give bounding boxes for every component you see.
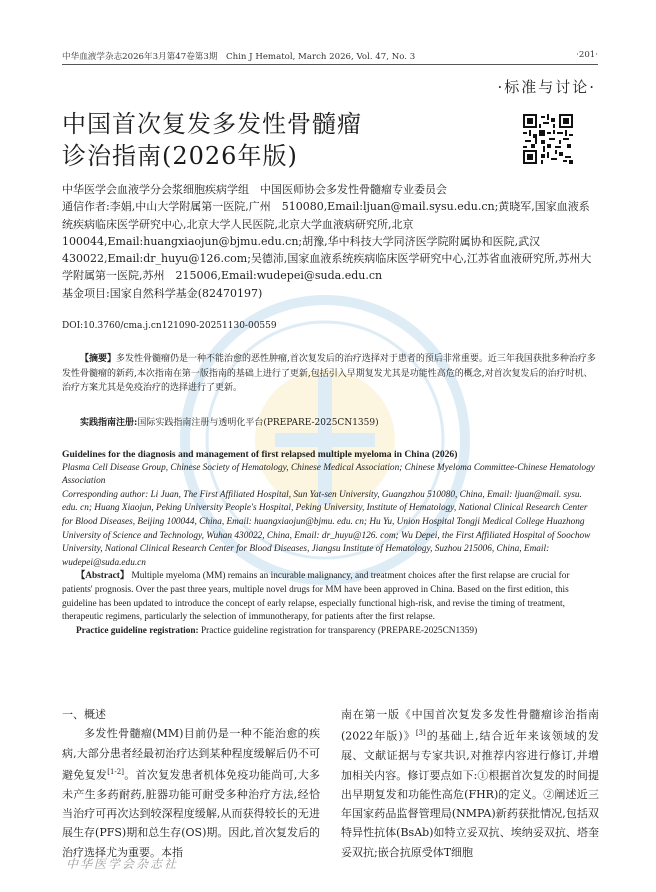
- english-registration-label: Practice guideline registration:: [75, 625, 199, 636]
- abstract-cn: [62, 352, 598, 396]
- english-registration-text: Practice guideline registration for transparency (PREPARE-2025CN1359): [201, 625, 478, 636]
- english-abstract-para: [62, 570, 598, 624]
- body-column-left: [62, 705, 320, 862]
- body-paragraph-left: [62, 724, 320, 862]
- english-groups: Plasma Cell Disease Group, Chinese Society of Hematology, Chinese Medical Association; Chinese Myeloma Committee-Chinese Hematology Association: [62, 462, 595, 487]
- registration-cn-text: 国际实践指南注册与透明化平台(PREPARE-2025CN1359): [137, 418, 379, 428]
- header-rule: [62, 64, 598, 65]
- author-groups: 中华医学会血液学分会浆细胞疾病学组 中国医师协会多发性骨髓瘤专业委员会: [62, 183, 447, 196]
- registration-cn-label: 实践指南注册:: [80, 418, 138, 428]
- body-column-right: [341, 705, 599, 862]
- author-block: [62, 181, 598, 302]
- english-correspondence: Corresponding author: Li Juan, The First Affiliated Hospital, Sun Yat-sen University, Guangzhou 510080, China, Email: ljuan@mail. sysu. edu. cn; Huang Xiaojun, Peking University People's Hospital, Peking University, Institute of Hematology, National Clinical Research Center for Blood Diseases, Beijing 100044, China, Email: huangxiaojun@bjmu. edu. cn; Hu Yu, Union Hospital Tongji Medical College Huazhong University of Science and Technology, Wuhan 430022, China, Email: dr_huyu@126. com; Wu Depei, the First Affiliated Hospital of Soochow University, National Clinical Research Center for Blood Diseases, Jiangsu Institute of Hematology, Suzhou 215006, China, Email: wudepei@suda.edu.cn: [62, 489, 591, 568]
- title-line-1: 中国首次复发多发性骨髓瘤: [62, 110, 362, 138]
- body-text-right-b: 的基础上,结合近年来该领域的发展、文献证据与专家共识,对推荐内容进行修订,并增加相关内容。修订要点如下:①根据首次复发的时间提出早期复发和功能性高危(FHR)的定义。②阐述近三年国家药品监督管理局(NMPA)新药获批情况,包括双特异性抗体(BsAb)如特立妥双抗、埃纳妥双抗、塔奎妥双抗;嵌合抗原受体T细胞: [341, 729, 599, 859]
- article-title: [62, 108, 362, 172]
- qr-code-icon[interactable]: [523, 114, 573, 164]
- english-title: Guidelines for the diagnosis and management of first relapsed multiple myeloma in China (2026): [62, 449, 458, 460]
- section-heading: 一、概述: [62, 708, 106, 721]
- page-number: ·201·: [576, 50, 598, 60]
- title-line-2: 诊治指南(2026年版): [62, 142, 298, 170]
- publisher-logo: 中华医学会杂志社: [66, 857, 179, 871]
- section-tag: ·标准与讨论·: [497, 78, 596, 96]
- body-text-left-b: 。首次复发患者机体免疫功能尚可,大多未产生多药耐药,脏器功能可耐受多种治疗方法,经恰当治疗可再次达到较深程度缓解,从而获得较长的无进展生存(PFS)期和总生存(OS)期。因此,首次复发后的治疗选择尤为重要。本指: [62, 768, 320, 859]
- body-text-right-a: 南在第一版《中国首次复发多发性骨髓瘤诊治指南(2022年版)》: [341, 708, 599, 743]
- abstract-cn-label: 【摘要】: [80, 354, 117, 364]
- corresponding-authors: 通信作者:李娟,中山大学附属第一医院,广州 510080,Email:ljuan@mail.sysu.edu.cn;黄晓军,国家血液系统疾病临床医学研究中心,北京大学人民医院,北京大学血液病研究所,北京 100044,Email:huangxiaojun@bjmu.edu.cn;胡豫,华中科技大学同济医学院附属协和医院,武汉 430022,Email:dr_huyu@126.com;吴德沛,国家血液系统疾病临床医学研究中心,江苏省血液研究所,苏州大学附属第一医院,苏州 215006,Email:wudepei@suda.edu.cn: [62, 200, 592, 283]
- english-abstract-text: Multiple myeloma (MM) remains an incurable malignancy, and treatment choices after the first relapse are crucial for patients' prognosis. Over the past three years, multiple novel drugs for MM have been approved in China. Based on the first edition, this guideline has been updated to introduce the concept of early relapse, especially functional high-risk, and revise the timing of treatment, therapeutic regimens, particularly the selection of immunotherapy, for patients after the first relapse.: [62, 571, 570, 623]
- fund-info: 基金项目:国家自然科学基金(82470197): [62, 286, 263, 300]
- citation-ref[interactable]: [3]: [415, 729, 426, 738]
- body-paragraph-right: [341, 705, 599, 862]
- registration-cn: [62, 416, 616, 431]
- body-text-left-a: 多发性骨髓瘤(MM)目前仍是一种不能治愈的疾病,大部分患者经最初治疗达到某种程度缓解后仍不可避免复发: [62, 727, 320, 782]
- english-abstract: [62, 448, 598, 638]
- english-abstract-label: 【Abstract】: [75, 571, 130, 582]
- english-registration: [62, 625, 598, 639]
- abstract-cn-text: 多发性骨髓瘤仍是一种不能治愈的恶性肿瘤,首次复发后的治疗选择对于患者的预后非常重要。近三年我国获批多种治疗多发性骨髓瘤的新药,本次指南在第一版指南的基础上进行了更新,包括引入早期复发尤其是功能性高危的概念,对首次复发后的治疗时机、治疗方案尤其是免疫治疗的选择进行了更新。: [62, 354, 596, 394]
- journal-header: 中华血液学杂志2026年3月第47卷第3期 Chin J Hematol, March 2026, Vol. 47, No. 3: [62, 52, 416, 62]
- doi[interactable]: DOI:10.3760/cma.j.cn121090-20251130-00559: [62, 321, 277, 331]
- citation-ref[interactable]: [1-2]: [107, 767, 124, 776]
